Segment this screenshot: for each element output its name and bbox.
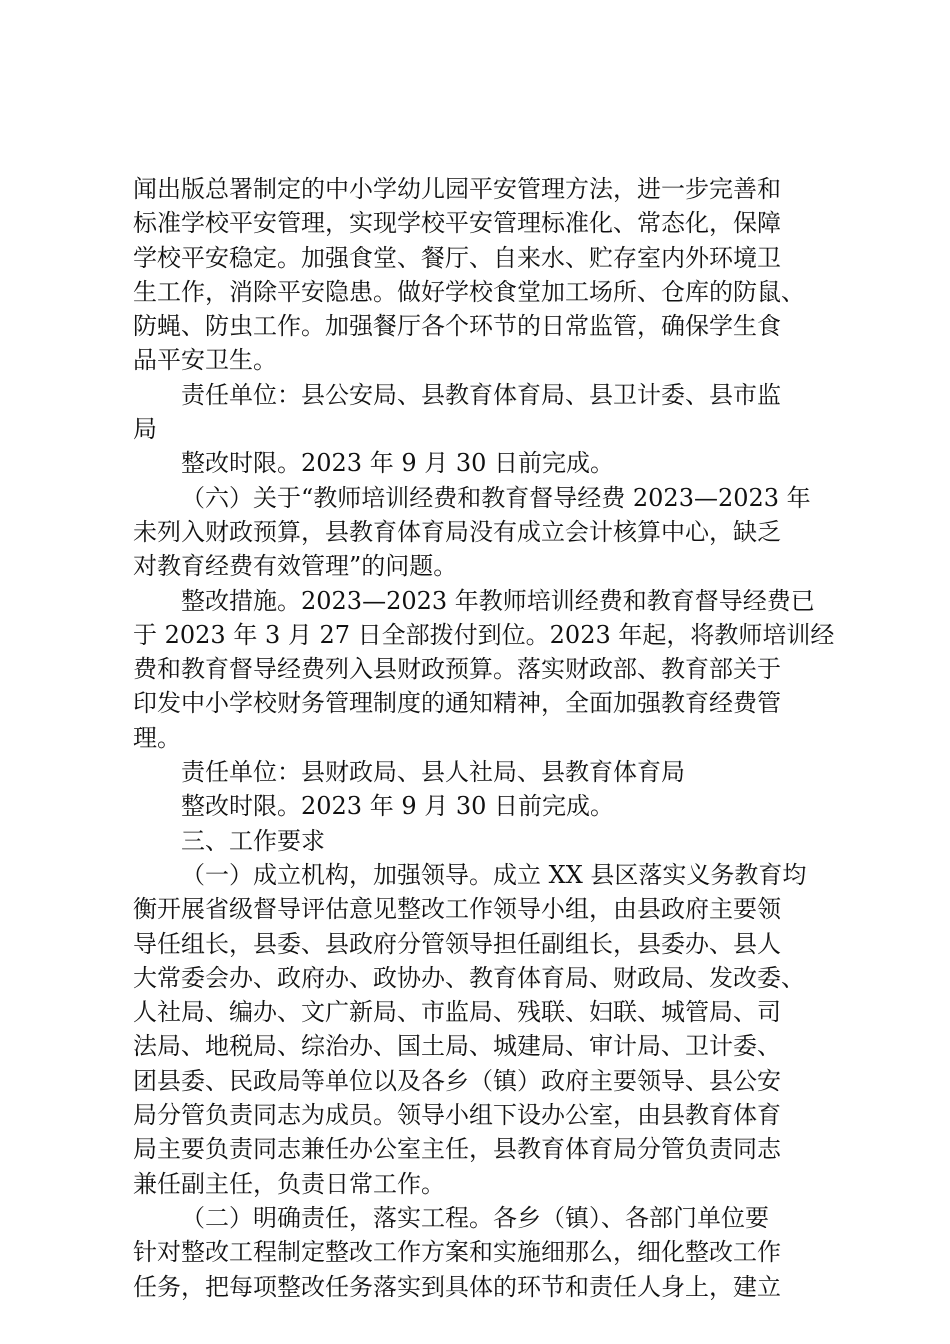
text-line: 未列入财政预算，县教育体育局没有成立会计核算中心，缺乏 [133, 517, 781, 546]
text-line: 防蝇、防虫工作。加强餐厅各个环节的日常监管，确保学生食 [133, 312, 781, 341]
text-line: 对教育经费有效管理”的问题。 [133, 552, 458, 581]
text-line: 整改时限。2023 年 9 月 30 日前完成。 [181, 449, 615, 478]
text-line: 人社局、编办、文广新局、市监局、残联、妇联、城管局、司 [133, 998, 781, 1027]
paragraph-responsible-units-2 [133, 755, 833, 789]
text-line: （二）明确责任，落实工程。各乡（镇）、各部门单位要 [181, 1203, 769, 1232]
text-line: 闻出版总署制定的中小学幼儿园平安管理方法，进一步完善和 [133, 175, 781, 203]
text-line: 导任组长，县委、县政府分管领导担任副组长，县委办、县人 [133, 929, 781, 958]
text-line: 整改时限。2023 年 9 月 30 日前完成。 [181, 792, 615, 821]
paragraph-clarify-responsibility [133, 1201, 833, 1304]
text-line: 局 [133, 415, 157, 444]
text-line: （一）成立机构，加强领导。成立 XX 县区落实义务教育均 [181, 860, 807, 889]
paragraph-deadline-2 [133, 789, 833, 823]
paragraph-issue-six [133, 481, 833, 584]
text-line: 法局、地税局、综治办、国土局、城建局、审计局、卫计委、 [133, 1032, 781, 1061]
section-heading-work-requirements [133, 824, 833, 858]
text-line: 于 2023 年 3 月 27 日全部拨付到位。2023 年起，将教师培训经 [133, 620, 835, 649]
text-line: 责任单位：县财政局、县人社局、县教育体育局 [181, 758, 685, 787]
text-line: 标准学校平安管理，实现学校平安管理标准化、常态化，保障 [133, 209, 781, 238]
paragraph-deadline-1 [133, 446, 833, 480]
text-line: 局主要负责同志兼任办公室主任，县教育体育局分管负责同志 [133, 1135, 781, 1164]
text-line: 品平安卫生。 [133, 346, 277, 375]
paragraph-school-safety [133, 172, 833, 378]
text-line: 理。 [133, 723, 181, 752]
text-line: 印发中小学校财务管理制度的通知精神，全面加强教育经费管 [133, 689, 781, 718]
text-line: 兼任副主任，负责日常工作。 [133, 1169, 445, 1198]
text-line: 衡开展省级督导评估意见整改工作领导小组，由县政府主要领 [133, 895, 781, 924]
text-line: 针对整改工程制定整改工作方案和实施细那么，细化整改工作 [133, 1238, 781, 1267]
paragraph-establish-organization [133, 858, 833, 1201]
text-line: 费和教育督导经费列入县财政预算。落实财政部、教育部关于 [133, 655, 781, 684]
text-line: 学校平安稳定。加强食堂、餐厅、自来水、贮存室内外环境卫 [133, 243, 781, 272]
text-line: 任务，把每项整改任务落实到具体的环节和责任人身上，建立 [133, 1272, 781, 1301]
text-line: （六）关于“教师培训经费和教育督导经费 2023—2023 年 [181, 483, 811, 512]
text-line: 大常委会办、政府办、政协办、教育体育局、财政局、发改委、 [133, 963, 805, 992]
text-line: 局分管负责同志为成员。领导小组下设办公室，由县教育体育 [133, 1101, 781, 1130]
text-line: 生工作，消除平安隐患。做好学校食堂加工场所、仓库的防鼠、 [133, 277, 805, 306]
section-heading: 三、工作要求 [181, 826, 325, 855]
document-page [133, 172, 833, 1304]
paragraph-responsible-units-1 [133, 378, 833, 447]
paragraph-rectification-measures [133, 584, 833, 755]
text-line: 团县委、民政局等单位以及各乡（镇）政府主要领导、县公安 [133, 1066, 781, 1095]
text-line: 责任单位：县公安局、县教育体育局、县卫计委、县市监 [181, 380, 781, 409]
text-line: 整改措施。2023—2023 年教师培训经费和教育督导经费已 [181, 586, 815, 615]
